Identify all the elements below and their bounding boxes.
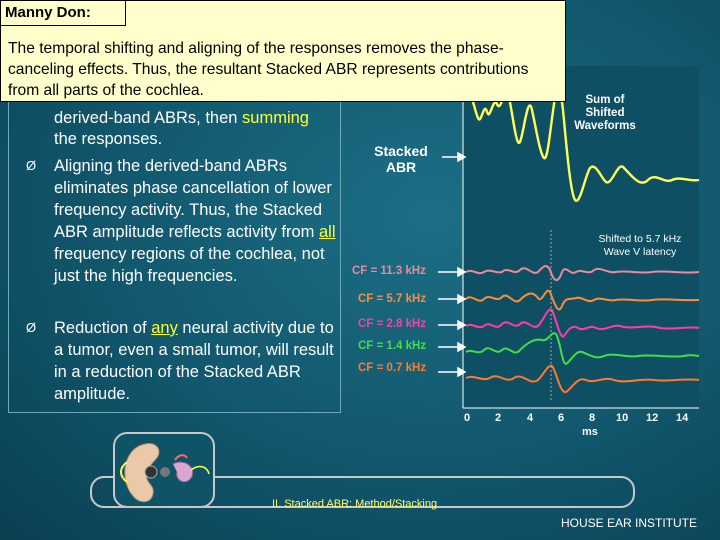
label-arrows	[438, 153, 465, 376]
cf-2-8-label: CF = 2.8 kHz	[358, 318, 427, 330]
cf-1-4-label: CF = 1.4 kHz	[358, 340, 427, 352]
institute-name: HOUSE EAR INSTITUTE	[561, 516, 698, 530]
bullet-0-prefix: derived-band ABRs, then	[54, 109, 243, 127]
x-tick: 14	[676, 412, 689, 424]
stacked-abr-label: Stacked ABR	[374, 143, 428, 175]
cf-2-8-waveform	[466, 309, 699, 336]
note-text: The temporal shifting and aligning of the responses removes the phase-canceling effects. Thus, the resultant Stacked ABR represents contributions from all parts of the cochlea.	[8, 40, 529, 99]
bullet-1-underlined: all	[319, 223, 336, 241]
cf-11-3-waveform	[466, 266, 699, 280]
cf-0-7-waveform	[466, 366, 699, 392]
bullet-0-end: .	[157, 130, 163, 148]
x-tick: 2	[495, 412, 502, 424]
cf-11-3-label: CF = 11.3 kHz	[352, 265, 426, 277]
annotation-note	[0, 0, 566, 102]
note-author: Manny Don:	[5, 4, 91, 21]
cf-5-7-waveform	[466, 291, 699, 310]
arrow-bullet-icon: Ø	[26, 320, 37, 335]
bullet-1-part-a: Aligning the derived-band ABRs eliminates phase cancellation of lower frequency activity. Thus, the Stacked ABR amplitude reflects activity from	[54, 157, 332, 241]
sum-of-shifted-label: Sum of Shifted Waveforms	[574, 94, 636, 132]
x-tick: 8	[589, 412, 596, 424]
bullet-0-line2: the responses	[54, 130, 158, 148]
cf-1-4-waveform	[466, 333, 699, 364]
x-tick: 0	[464, 412, 471, 424]
bullet-1-part-b: frequency regions of the cochlea, not just the high frequencies.	[54, 245, 325, 285]
cf-5-7-label: CF = 5.7 kHz	[358, 293, 427, 305]
x-tick: 4	[527, 412, 534, 424]
x-axis-label: ms	[582, 426, 598, 438]
x-tick: 6	[558, 412, 565, 424]
bullet-0-highlight: summing	[242, 109, 309, 127]
ear-icon	[115, 434, 215, 508]
shifted-label: Shifted to 5.7 kHz Wave V latency	[598, 233, 682, 258]
ear-illustration	[113, 432, 215, 508]
bullet-2-underlined: any	[151, 319, 178, 337]
x-tick: 10	[616, 412, 629, 424]
x-tick: 12	[646, 412, 659, 424]
bullet-2-part-b: neural activity due to a tumor, even a small tumor, will result in a reduction of the Stacked ABR amplitude.	[54, 319, 334, 403]
bullet-2-part-a: Reduction of	[54, 319, 152, 337]
arrow-bullet-icon: Ø	[26, 158, 37, 173]
slide-footer-title: II. Stacked ABR: Method/Stacking	[272, 498, 438, 510]
cf-0-7-label: CF = 0.7 kHz	[358, 362, 427, 374]
